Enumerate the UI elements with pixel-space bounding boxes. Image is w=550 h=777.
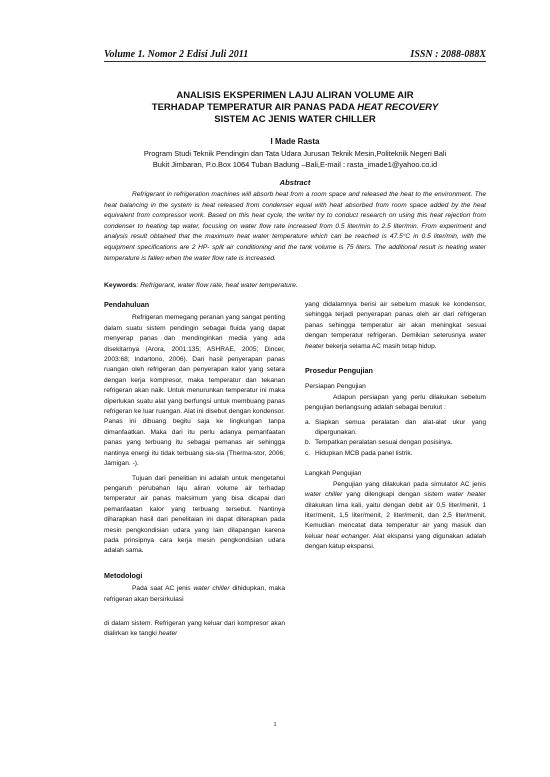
method-paragraph-1 xyxy=(104,584,285,605)
list-item xyxy=(305,449,486,459)
method-cont-text-a: yang didalamnya berisi air sebelum masuk ke kondensor, sehingga terjadi penyerapan panas oleh air dari refrigeran panas sehingga temperatur air akan meningkat sesuai dengan temperatur refrigeran. Demikian seterusnya xyxy=(305,301,486,340)
langkah-text-a: Pengujian yang dilakukan pada simulator AC jenis xyxy=(333,480,486,488)
left-column xyxy=(104,300,285,644)
keywords-label: Keywords xyxy=(104,282,137,289)
affiliation xyxy=(90,149,500,170)
method-p1-italic: water chiller xyxy=(193,585,230,593)
heading-prosedur: Prosedur Pengujian xyxy=(305,366,373,376)
langkah-text-c: dilakukan lima kali, yaitu dengan debit air 0,5 liter/menit, 1 liter/menit, 1,5 liter/menit, 2 liter/menit, dan 2,5 liter/menit. Kemudian mencatat data temperatur air yang masuk dan keluar xyxy=(305,501,486,540)
heading-pendahuluan: Pendahuluan xyxy=(104,300,150,309)
method-p1-text-b: dihidupkan, maka refrigeran akan bersirkulasi xyxy=(104,585,285,603)
langkah-italic-1: water chiller xyxy=(305,491,343,499)
title-line-2-italic: HEAT RECOVERY xyxy=(357,102,439,113)
method-paragraph-2 xyxy=(104,619,285,640)
header-divider xyxy=(104,61,486,62)
heading-metodologi: Metodologi xyxy=(104,570,143,580)
page-number: 1 xyxy=(273,721,277,728)
abstract-text: Refrigerant in refrigeration machines will absorb heat from a room space and released the heat to the environment. The heat balancing in the system is heat released from condenser equal with heat absorbed from room space added by the heat equivalent from compressor work. Based on this heat cycle, the writer try to conduct research on using this heat rejection from condenser to heating tap water, focusing on water flow rate increased from 0.5 liter/min to 2.5 liter/min. From experiment and analysis result obtained that the maximum heat water temperature which can be reached is 47.5°C in 0.5 liter/min, with the equipment specifications are 2 HP- split air conditioning and the tank volume is 75 liters. The additional result is heating water temperature is fallen when the water flow rate is increased. xyxy=(104,191,486,262)
persiapan-text: Adapun persiapan yang perlu dilakukan sebelum pengujian berlangsung adalah sebagai berukut : xyxy=(305,393,486,412)
abstract-heading: Abstract xyxy=(279,178,311,187)
subheading-langkah: Langkah Pengujian xyxy=(305,470,362,478)
langkah-text-d: . Alat ekspansi yang digunakan adalah dengan katup ekspansi. xyxy=(305,532,486,551)
list-item-text: Hidupkan MCB pada panel listrik. xyxy=(315,449,413,457)
method-continued xyxy=(305,300,486,352)
volume-label: Volume 1. Nomor 2 Edisi Juli 2011 xyxy=(104,49,249,60)
running-header xyxy=(104,44,486,60)
langkah-italic-2: water heater xyxy=(447,491,486,499)
method-cont-italic: water heater xyxy=(305,332,486,350)
author-name: I Made Rasta xyxy=(270,137,320,146)
affiliation-line-2: Bukit Jimbaran, P.o.Box 1064 Tuban Badung –Bali,E-mail : rasta_imade1@yahoo.co.id xyxy=(152,159,438,169)
title-line-2 xyxy=(90,102,500,114)
list-marker: a. xyxy=(305,418,311,426)
list-marker: b. xyxy=(305,439,311,447)
persiapan-list xyxy=(305,418,486,460)
subheading-persiapan: Persiapan Pengujian xyxy=(305,383,366,391)
intro-paragraph-2: Tujuan dari penelitian ini adalah untuk mengetahui pengaruh perubahan laju aliran volume air terhadap temperatur air panas maksimum yang bisa dicapai dari pemanfaatan kalor yang terbuang tersebut. Nantinya diharapkan hasil dari penelitaian ini dapat diterapkan pada mesin pengkondisian udara yang lain dilapangan karena pada prinsipnya cara kerja mesin pengkondisian udara adalah sama. xyxy=(104,474,285,555)
langkah-italic-3: heat echanger xyxy=(325,532,369,540)
intro-paragraph-1: Refrigeran memegang peranan yang sangat penting dalam suatu sistem pendingin sebagai fluida yang dapat menyerap panas dan mendinginkan media yang ada disekitarnya (Arora, 2001:135; ASHRAE, 2005; Dincer, 2003:68; Indartono, 2006). Dari hasil penyerapan panas ruangan oleh refrigeran dan penyerapan kalor yang setara dengan kerja kompresor, maka temperatur dan tekanan refrigeran akan naik. Untuk menurunkan temperatur ini maka diperlukan suatu alat yang berfungsi untuk membuang panas refrigeran ke luar ruangan. Alat ini disebut dengan kondensor. Panas ini dibuang begitu saja ke lingkungan tanpa dimanfaatkan. Maka dari itu perlu adanya pemanfaatan panas yang terbuang itu sebagai pemanas air sehingga nantinya energi itu tidak terbuang sia-sia (Therma-stor, 2006; Jamigan. -). xyxy=(104,314,285,468)
list-item xyxy=(305,438,486,448)
list-item-text: Siapkan semua peralatan dan alat-alat ukur yang dipergunakan. xyxy=(315,418,486,437)
list-item-text: Tempatkan peralatan sesuai dengan posisinya. xyxy=(315,439,453,447)
keywords xyxy=(104,282,486,289)
method-cont-text-b: bekerja selama AC masih tetap hidup. xyxy=(323,342,437,350)
title-line-2-text: TERHADAP TEMPERATUR AIR PANAS PADA xyxy=(151,102,358,113)
paper-title xyxy=(90,90,500,126)
method-p2-text: di dalam sistem. Refrigeran yang keluar dari kompresor akan dialirkan ke tangki xyxy=(104,619,285,638)
affiliation-line-1: Program Studi Teknik Pendingin dan Tata Udara Jurusan Teknik Mesin,Politeknik Negeri Bali xyxy=(143,149,447,158)
list-marker: c. xyxy=(305,449,311,457)
right-column xyxy=(305,300,486,557)
method-p1-text-a: Pada saat AC jenis xyxy=(132,585,194,593)
title-line-1: ANALISIS EKSPERIMEN LAJU ALIRAN VOLUME AIR xyxy=(176,90,414,101)
title-line-3: SISTEM AC JENIS WATER CHILLER xyxy=(214,114,376,125)
langkah-paragraph xyxy=(305,480,486,553)
issn-label: ISSN : 2088-088X xyxy=(410,49,486,60)
method-p2-italic: heater xyxy=(158,630,178,638)
keywords-text: : Refrigerant, water flow rate, heat water temperature. xyxy=(136,282,298,289)
langkah-text-b: yang dilengkapi dengan sistem xyxy=(342,491,448,499)
list-item xyxy=(305,418,486,439)
